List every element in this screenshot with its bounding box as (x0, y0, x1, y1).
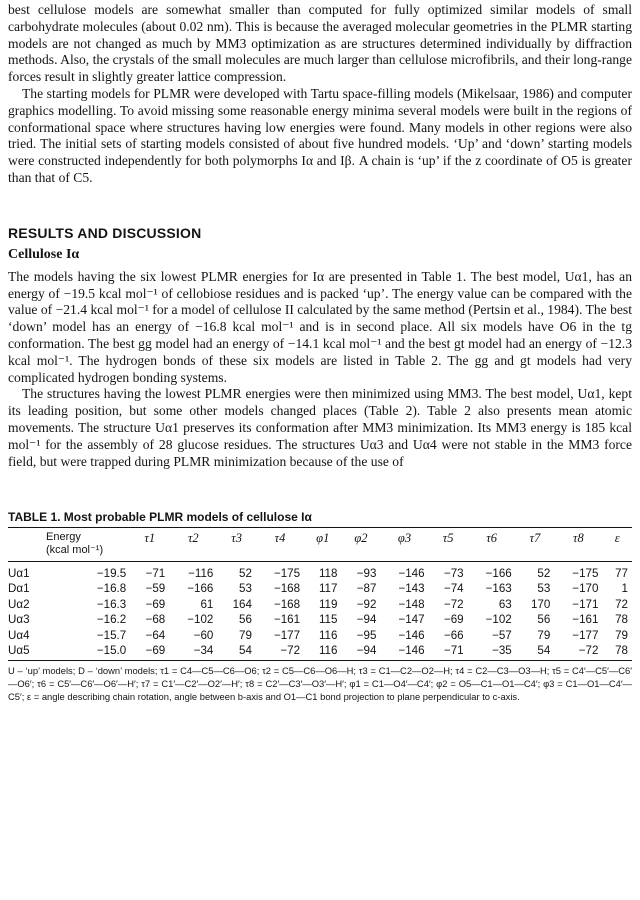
value-cell: −168 (273, 582, 301, 596)
value-cell: 117 (318, 582, 338, 596)
value-cell: −147 (398, 613, 425, 627)
value-cell: −148 (398, 597, 425, 611)
column-header: τ4 (256, 528, 304, 562)
value-cell: −64 (145, 628, 166, 642)
value-cell: −72 (256, 643, 304, 661)
value-cell: −94 (356, 613, 377, 627)
value-cell: −166 (187, 582, 214, 596)
value-cell: −146 (398, 628, 425, 642)
value-cell: 56 (239, 613, 252, 627)
value-cell: −177 (572, 628, 599, 642)
column-header: τ1 (130, 528, 169, 562)
value-cell: −69 (130, 643, 169, 661)
energy-cell: −15.7 (96, 628, 127, 642)
value-cell: −170 (572, 582, 599, 596)
value-cell: 54 (516, 643, 555, 661)
value-cell: −116 (188, 566, 214, 580)
value-cell: 78 (602, 643, 632, 661)
body-paragraph: The structures having the lowest PLMR energies were then minimized using MM3. The best model, Uα1, kept its leading position, but some other models changed places (Table 2). Table 2 also presents mean atomic movements. The structure Uα1 preserves its conformation after MM3 minimization. Its MM3 energy is 185 kcal mol⁻¹ for the assembly of 28 glucose residues. The structures Uα3 and Uα4 were not stable in the MM3 force field, but were trapped during PLMR minimization because of the use of (8, 386, 632, 469)
model-cell: Uα3 (8, 613, 30, 627)
value-cell: −71 (429, 643, 468, 661)
value-cell: 164 (232, 597, 252, 611)
energy-cell: −19.5 (96, 566, 127, 580)
column-header: τ6 (468, 528, 516, 562)
value-cell: 77 (615, 566, 628, 580)
value-cell: −143 (398, 582, 425, 596)
value-cell: −161 (572, 613, 599, 627)
value-cell: 52 (239, 566, 252, 580)
table-row (8, 562, 632, 581)
column-header: τ3 (217, 528, 256, 562)
value-cell: −35 (468, 643, 516, 661)
table-footnote: U – ‘up’ models; D – ‘down’ models; τ1 = C4—C5—C6—O6; τ2 = C5—C6—O6—H; τ3 = C1—C2—O2—H; τ4 = C2—C3—O3—H; τ5 = C4′—C5′—C6′—O6′; τ6 = C5′—C6′—O6′—H′; τ7 = C1′—C2′—O2′—H′; τ8 = C2′—C3′—O3′—H′; φ1 = C1—O4′—C4′; φ2 = O5—C1—O1—C4′; φ3 = C1—O1—C4′—C5′; ε = angle describing chain rotation, angle between b-axis and O1—C1 bond projection to plane perpendicular to c-axis. (8, 665, 632, 702)
column-header-energy (44, 528, 130, 562)
value-cell: −168 (273, 597, 301, 611)
energy-header-label: Energy (46, 531, 81, 544)
value-cell: −95 (356, 628, 377, 642)
value-cell: 116 (318, 628, 338, 642)
subsection-heading: Cellulose Iα (8, 246, 80, 262)
value-cell: 56 (537, 613, 551, 627)
column-header: τ2 (169, 528, 217, 562)
value-cell: −59 (145, 582, 166, 596)
energy-cell: −16.8 (96, 582, 127, 596)
value-cell: −68 (145, 613, 166, 627)
value-cell: 116 (304, 643, 341, 661)
value-cell: −146 (398, 566, 425, 580)
value-cell: −94 (341, 643, 380, 661)
body-paragraph: The starting models for PLMR were developed with Tartu space-filling models (Mikelsaar, 1986) and computer graphics modelling. To avoid missing some reasonable energy minima several models were built in the regions of conformational space where structures having low energies were found. Many models in other regions were also tried. The initial sets of starting models consisted of about five hundred models. ‘Up’ and ‘down’ starting models were constructed independently for both polymorphs Iα and Iβ. A chain is ‘up’ if the z coordinate of O5 is greater than that of C5. (8, 85, 632, 185)
column-header: τ8 (554, 528, 602, 562)
table-row (8, 581, 632, 597)
value-cell: 72 (615, 597, 628, 611)
value-cell: 53 (537, 582, 551, 596)
value-cell: −102 (485, 613, 512, 627)
value-cell: 119 (318, 597, 338, 611)
section-heading: RESULTS AND DISCUSSION (8, 224, 202, 241)
value-cell: −92 (356, 597, 377, 611)
value-cell: −161 (273, 613, 301, 627)
column-header: τ5 (429, 528, 468, 562)
value-cell: −146 (380, 643, 428, 661)
energy-cell: −16.2 (96, 613, 127, 627)
value-cell: 61 (200, 597, 214, 611)
value-cell: 79 (239, 628, 252, 642)
value-cell: −171 (572, 597, 599, 611)
value-cell: −73 (443, 566, 464, 580)
value-cell: −57 (492, 628, 512, 642)
value-cell: −163 (485, 582, 512, 596)
energy-header-unit: (kcal mol⁻¹) (46, 544, 104, 557)
value-cell: 170 (530, 597, 551, 611)
value-cell: −87 (356, 582, 377, 596)
model-cell: Uα5 (8, 643, 44, 661)
value-cell: −34 (169, 643, 217, 661)
table-row (8, 627, 632, 643)
value-cell: −66 (443, 628, 464, 642)
value-cell: 79 (615, 628, 628, 642)
value-cell: −102 (187, 613, 214, 627)
value-cell: 53 (239, 582, 252, 596)
value-cell: −74 (443, 582, 464, 596)
value-cell: −177 (273, 628, 301, 642)
model-cell: Uα2 (8, 597, 30, 611)
column-header: φ1 (304, 528, 341, 562)
energy-cell: −16.3 (96, 597, 127, 611)
value-cell: 63 (498, 597, 512, 611)
value-cell: −71 (145, 566, 166, 580)
table-body (8, 562, 632, 661)
model-cell: Uα1 (8, 566, 30, 580)
column-header: ε (602, 528, 632, 562)
data-table (8, 528, 632, 661)
value-cell: −69 (145, 597, 166, 611)
value-cell: −175 (572, 566, 599, 580)
table-row (8, 612, 632, 628)
table-row (8, 643, 632, 661)
model-cell: Dα1 (8, 582, 30, 596)
value-cell: −175 (273, 566, 301, 580)
value-cell: 79 (537, 628, 551, 642)
value-cell: −69 (443, 613, 464, 627)
column-header-model (8, 528, 44, 562)
body-paragraph: best cellulose models are somewhat smaller than computed for fully optimized similar models of small carbohydrate molecules (about 0.02 nm). This is because the averaged molecular geometries in the PLMR starting models are not changed as much by MM3 optimization as are structures determined individually by diffraction methods. Also, the crystals of the small molecules are much larger than cellulose microfibrils, and their long-range forces result in slightly greater lattice compression. (8, 2, 632, 85)
column-header: τ7 (516, 528, 555, 562)
table-row (8, 596, 632, 612)
energy-cell: −15.0 (44, 643, 130, 661)
table-title: TABLE 1. Most probable PLMR models of cellulose Iα (8, 510, 632, 528)
value-cell: −166 (485, 566, 512, 580)
body-paragraph: The models having the six lowest PLMR energies for Iα are presented in Table 1. The best model, Uα1, has an energy of −19.5 kcal mol⁻¹ of cellobiose residues and is packed ‘up’. The energy value can be compared with the value of −21.4 kcal mol⁻¹ for a model of cellulose II calculated by the same method (Pertsin et al., 1984). The best ‘down’ model has an energy of −16.8 kcal mol⁻¹ and is in second place. All six models have O6 in the tg conformation. The best gg model had an energy of −14.1 kcal mol⁻¹ and the best gt model had an energy of −12.3 kcal mol⁻¹. The hydrogen bonds of these six models are listed in Table 2. The gg and gt models had very complicated hydrogen bonding systems. (8, 268, 632, 385)
value-cell: −72 (554, 643, 602, 661)
value-cell: 1 (621, 582, 628, 596)
value-cell: 78 (615, 613, 628, 627)
model-cell: Uα4 (8, 628, 30, 642)
table-header-row (8, 528, 632, 562)
value-cell: 118 (318, 566, 338, 580)
value-cell: 115 (318, 613, 338, 627)
value-cell: 54 (217, 643, 256, 661)
value-cell: −72 (443, 597, 464, 611)
column-header: φ2 (341, 528, 380, 562)
value-cell: 52 (537, 566, 551, 580)
value-cell: −60 (193, 628, 214, 642)
column-header: φ3 (380, 528, 428, 562)
value-cell: −93 (356, 566, 377, 580)
